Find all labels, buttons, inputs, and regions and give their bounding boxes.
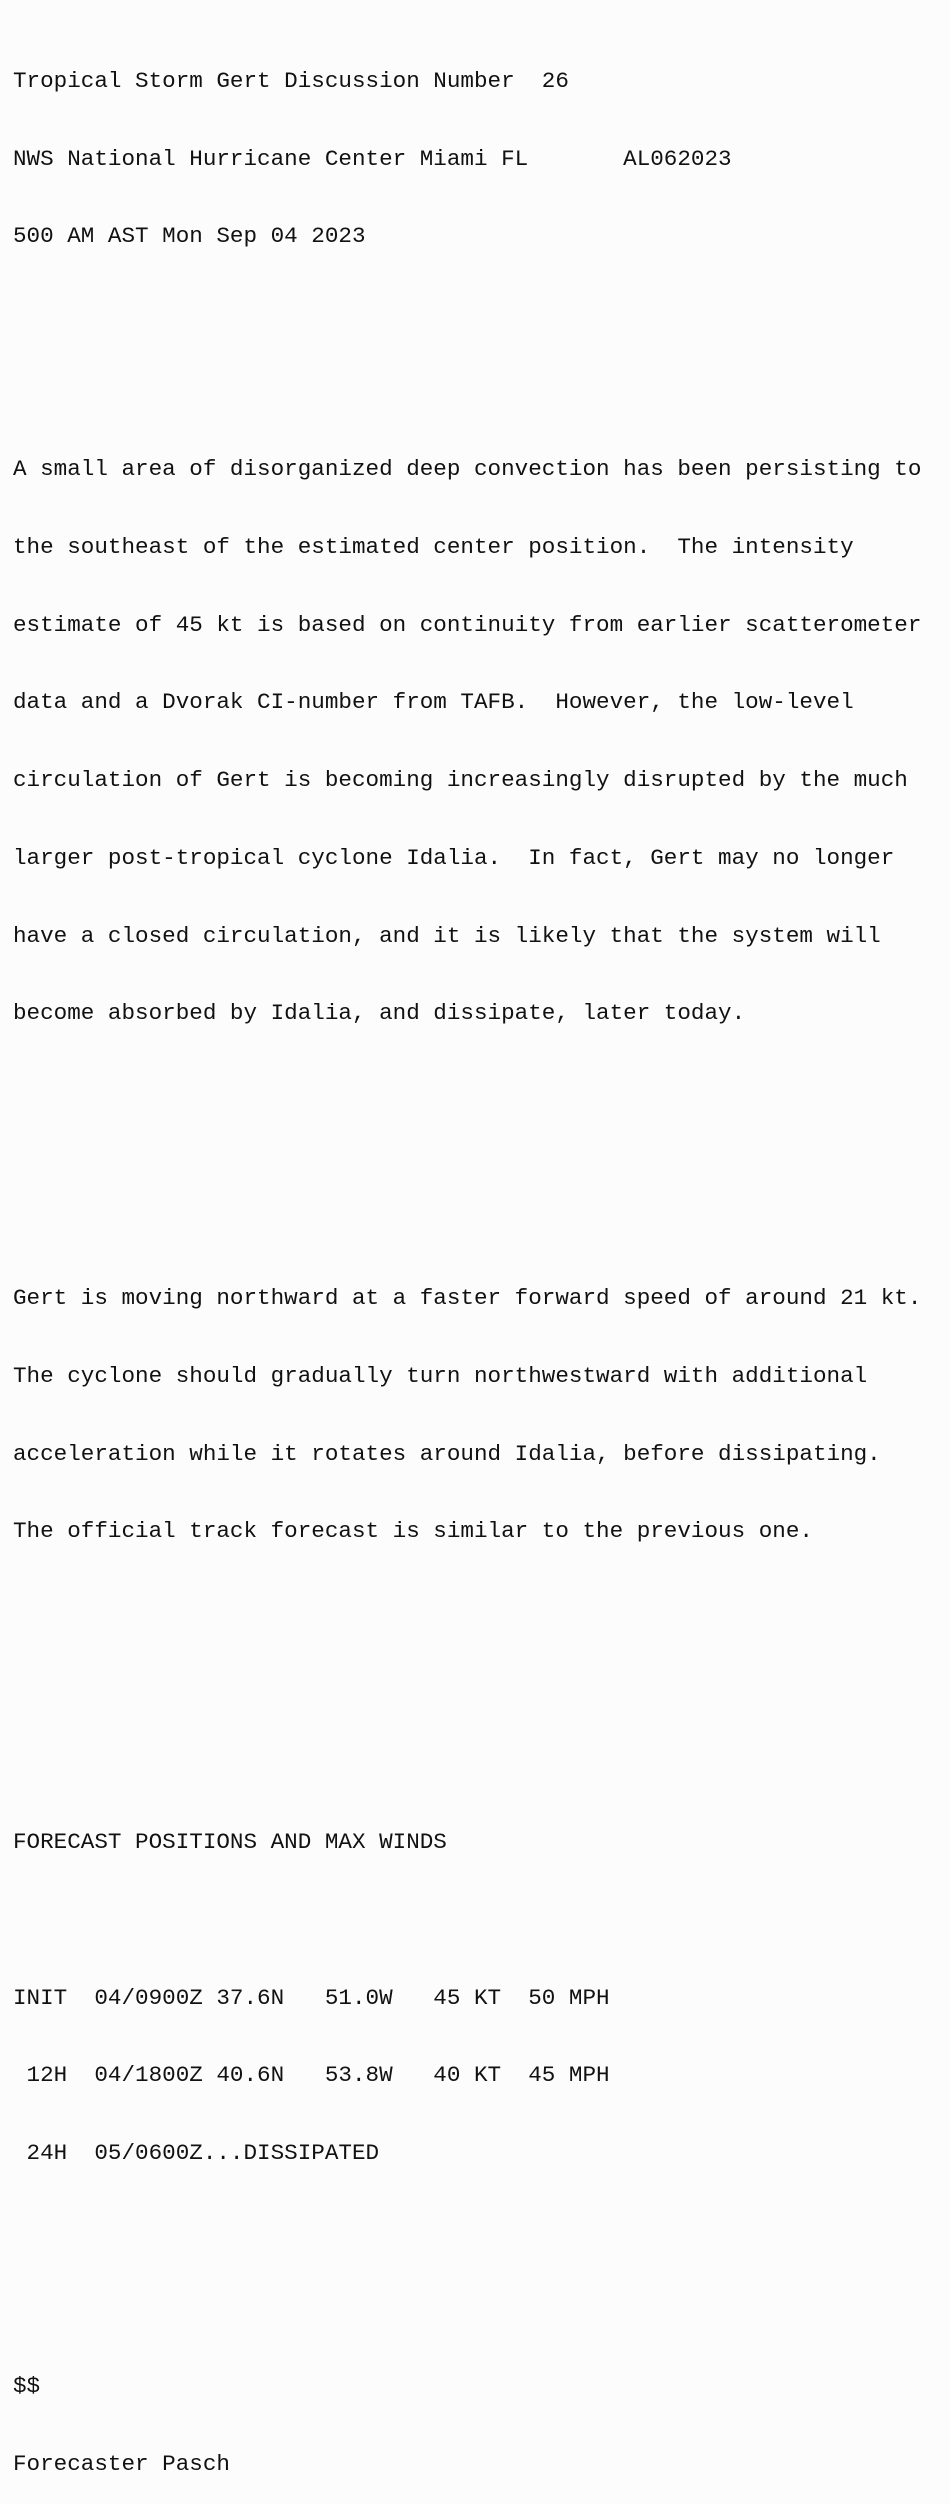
issuing-office: NWS National Hurricane Center Miami FL AL062023 bbox=[13, 145, 732, 172]
paragraph-line: The official track forecast is similar to the previous one. bbox=[13, 1518, 813, 1545]
paragraph-line: estimate of 45 kt is based on continuity from earlier scatterometer bbox=[13, 611, 922, 638]
forecast-row-12h: 12H 04/1800Z 40.6N 53.8W 40 KT 45 MPH bbox=[13, 2062, 610, 2089]
paragraph-line: data and a Dvorak CI-number from TAFB. However, the low-level bbox=[13, 689, 854, 716]
paragraph-line: Gert is moving northward at a faster forward speed of around 21 kt. bbox=[13, 1285, 922, 1312]
discussion-document bbox=[13, 17, 938, 2504]
issue-time: 500 AM AST Mon Sep 04 2023 bbox=[13, 223, 366, 250]
blank-line bbox=[13, 1131, 938, 1157]
blank-line bbox=[13, 302, 938, 328]
discussion-title: Tropical Storm Gert Discussion Number 26 bbox=[13, 67, 569, 94]
end-marker: $$ bbox=[13, 2373, 41, 2400]
paragraph-line: The cyclone should gradually turn northwestward with additional bbox=[13, 1362, 868, 1389]
paragraph-line: acceleration while it rotates around Idalia, before dissipating. bbox=[13, 1440, 881, 1467]
paragraph-intensity bbox=[13, 406, 938, 1079]
blank-line bbox=[13, 1908, 938, 1934]
paragraph-line: circulation of Gert is becoming increasingly disrupted by the much bbox=[13, 767, 908, 794]
forecast-row-init: INIT 04/0900Z 37.6N 51.0W 45 KT 50 MPH bbox=[13, 1984, 610, 2011]
paragraph-line: the southeast of the estimated center position. The intensity bbox=[13, 534, 854, 561]
paragraph-line: larger post-tropical cyclone Idalia. In fact, Gert may no longer bbox=[13, 844, 895, 871]
paragraph-line: A small area of disorganized deep convection has been persisting to bbox=[13, 456, 922, 483]
paragraph-track bbox=[13, 1234, 938, 1597]
paragraph-line: become absorbed by Idalia, and dissipate, later today. bbox=[13, 1000, 746, 1027]
forecast-row-24h: 24H 05/0600Z...DISSIPATED bbox=[13, 2139, 380, 2166]
paragraph-line: have a closed circulation, and it is likely that the system will bbox=[13, 922, 881, 949]
forecast-heading: FORECAST POSITIONS AND MAX WINDS bbox=[13, 1829, 447, 1856]
forecast-section bbox=[13, 1778, 938, 2218]
blank-lines bbox=[13, 1649, 938, 1701]
forecaster-signature: Forecaster Pasch bbox=[13, 2450, 230, 2477]
blank-line bbox=[13, 2270, 938, 2296]
